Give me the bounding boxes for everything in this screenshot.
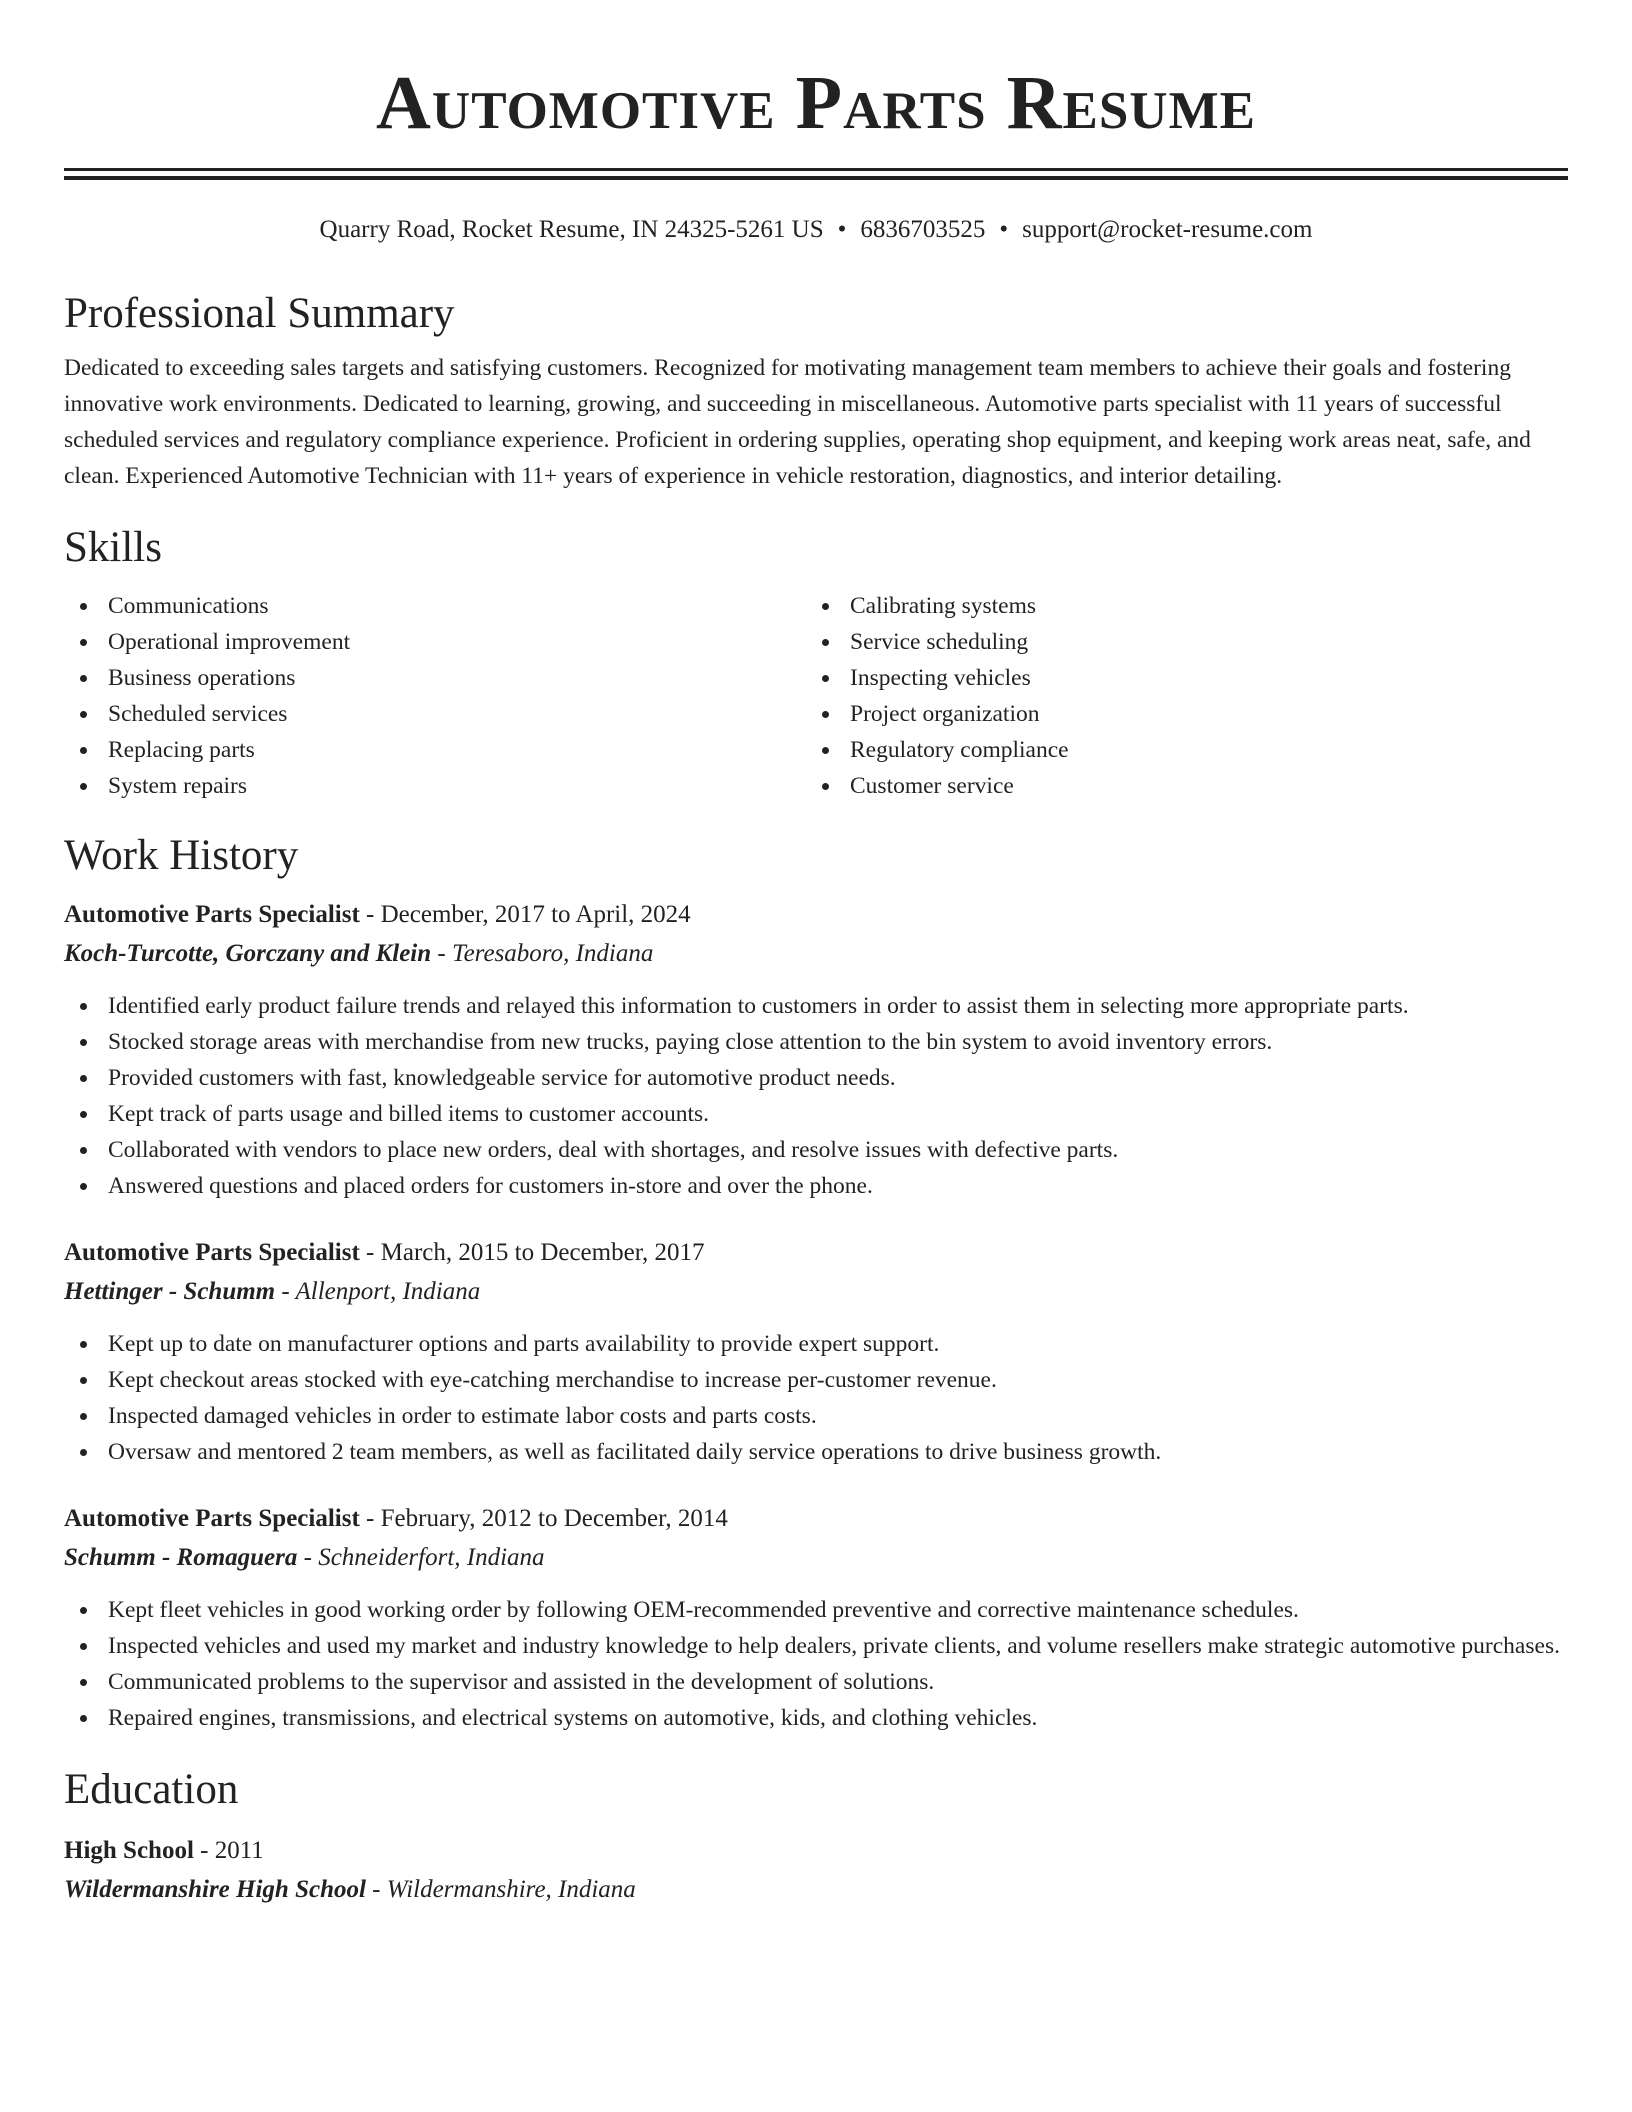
skill-item: System repairs xyxy=(64,768,806,804)
job-dates: - March, 2015 to December, 2017 xyxy=(359,1239,705,1266)
job-duty: Kept fleet vehicles in good working order by following OEM-recommended preventive and corrective maintenance schedules. xyxy=(64,1592,1568,1628)
skill-item: Customer service xyxy=(806,768,1548,804)
company-location: - Schneiderfort, Indiana xyxy=(297,1544,545,1571)
skill-item: Communications xyxy=(64,588,806,624)
skill-item: Scheduled services xyxy=(64,696,806,732)
skill-item: Service scheduling xyxy=(806,624,1548,660)
skill-item: Operational improvement xyxy=(64,624,806,660)
company-line xyxy=(64,934,1568,974)
work-history-heading: Work History xyxy=(64,832,299,879)
education-entry xyxy=(64,1832,1568,1910)
job-title-line xyxy=(64,896,1568,934)
education-heading: Education xyxy=(64,1766,239,1813)
skill-item: Business operations xyxy=(64,660,806,696)
title-divider xyxy=(64,168,1568,180)
company-line xyxy=(64,1272,1568,1312)
job-duties xyxy=(64,988,1568,1204)
job-duty: Communicated problems to the supervisor and assisted in the development of solutions. xyxy=(64,1664,1568,1700)
job-duty: Kept track of parts usage and billed items to customer accounts. xyxy=(64,1096,1568,1132)
job-duty: Inspected damaged vehicles in order to estimate labor costs and parts costs. xyxy=(64,1398,1568,1434)
contact-address: Quarry Road, Rocket Resume, IN 24325-5261 US xyxy=(319,216,824,243)
graduation-year: - 2011 xyxy=(193,1837,264,1864)
job-duty: Identified early product failure trends and relayed this information to customers in order to assist them in selecting more appropriate parts. xyxy=(64,988,1568,1024)
job-duty: Repaired engines, transmissions, and electrical systems on automotive, kids, and clothing vehicles. xyxy=(64,1700,1568,1736)
job-title: Automotive Parts Specialist xyxy=(64,1239,360,1266)
job-duty: Collaborated with vendors to place new orders, deal with shortages, and resolve issues with defective parts. xyxy=(64,1132,1568,1168)
skill-item: Replacing parts xyxy=(64,732,806,768)
skills-column-right xyxy=(806,588,1548,804)
job-duty: Oversaw and mentored 2 team members, as well as facilitated daily service operations to drive business growth. xyxy=(64,1434,1568,1470)
contact-line xyxy=(64,214,1568,246)
company-location: - Teresaboro, Indiana xyxy=(431,940,654,967)
contact-phone: 6836703525 xyxy=(860,216,986,243)
job-duty: Answered questions and placed orders for customers in-store and over the phone. xyxy=(64,1168,1568,1204)
school-location: - Wildermanshire, Indiana xyxy=(365,1876,636,1903)
degree-line xyxy=(64,1832,1568,1870)
job-title-line xyxy=(64,1500,1568,1538)
job-title-line xyxy=(64,1234,1568,1272)
job-dates: - February, 2012 to December, 2014 xyxy=(359,1505,728,1532)
job-entry xyxy=(64,1500,1568,1736)
skill-item: Regulatory compliance xyxy=(806,732,1548,768)
resume-title: Automotive Parts Resume xyxy=(376,61,1256,145)
job-duty: Kept checkout areas stocked with eye-catching merchandise to increase per-customer revenue. xyxy=(64,1362,1568,1398)
job-duty: Inspected vehicles and used my market and industry knowledge to help dealers, private clients, and volume resellers make strategic automotive purchases. xyxy=(64,1628,1568,1664)
skills-column-left xyxy=(64,588,806,804)
skills-heading: Skills xyxy=(64,524,162,571)
job-title: Automotive Parts Specialist xyxy=(64,1505,360,1532)
company-name: Hettinger - Schumm xyxy=(64,1278,276,1305)
company-name: Koch-Turcotte, Gorczany and Klein xyxy=(64,940,432,967)
job-title: Automotive Parts Specialist xyxy=(64,901,360,928)
job-dates: - December, 2017 to April, 2024 xyxy=(359,901,691,928)
company-name: Schumm - Romaguera xyxy=(64,1544,298,1571)
degree: High School xyxy=(64,1837,194,1864)
contact-separator: • xyxy=(837,216,847,243)
skill-item: Inspecting vehicles xyxy=(806,660,1548,696)
job-duty: Stocked storage areas with merchandise from new trucks, paying close attention to the bin system to avoid inventory errors. xyxy=(64,1024,1568,1060)
job-entry xyxy=(64,1234,1568,1470)
contact-email: support@rocket-resume.com xyxy=(1022,216,1313,243)
company-line xyxy=(64,1538,1568,1578)
job-duty: Kept up to date on manufacturer options and parts availability to provide expert support. xyxy=(64,1326,1568,1362)
company-location: - Allenport, Indiana xyxy=(275,1278,481,1305)
skill-item: Project organization xyxy=(806,696,1548,732)
summary-text: Dedicated to exceeding sales targets and satisfying customers. Recognized for motivating management team members to achieve their goals and fostering innovative work environments. Dedicated to learning, growing, and succeeding in miscellaneous. Automotive parts specialist with 11 years of successful scheduled services and regulatory compliance experience. Proficient in ordering supplies, operating shop equipment, and keeping work areas neat, safe, and clean. Experienced Automotive Technician with 11+ years of experience in vehicle restoration, diagnostics, and interior detailing. xyxy=(64,355,1531,489)
summary-heading: Professional Summary xyxy=(64,290,455,337)
job-entry xyxy=(64,896,1568,1204)
skill-item: Calibrating systems xyxy=(806,588,1548,624)
job-duties xyxy=(64,1592,1568,1736)
contact-separator: • xyxy=(999,216,1009,243)
school-line xyxy=(64,1870,1568,1910)
job-duty: Provided customers with fast, knowledgeable service for automotive product needs. xyxy=(64,1060,1568,1096)
skills-list xyxy=(64,588,1568,804)
school-name: Wildermanshire High School xyxy=(64,1876,366,1903)
job-duties xyxy=(64,1326,1568,1470)
